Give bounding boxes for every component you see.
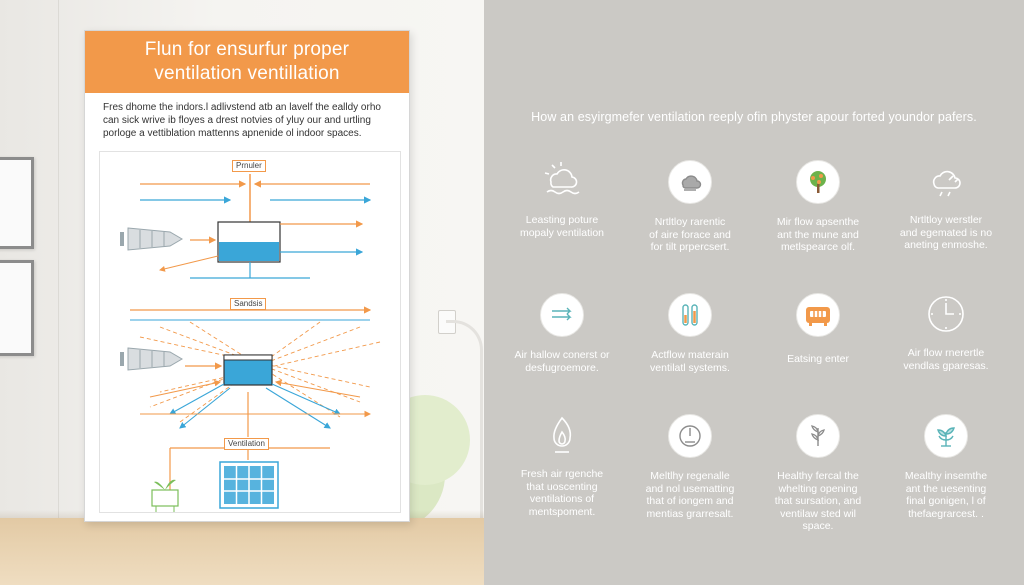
tip-text: Healthy fercal the whelting opening that sursation, and ventilaw sted wil space. bbox=[774, 470, 862, 532]
tip-item bbox=[498, 293, 626, 374]
tip-item bbox=[626, 293, 754, 374]
tip-item bbox=[754, 414, 882, 533]
info-panel bbox=[484, 0, 1024, 585]
tip-item bbox=[626, 160, 754, 254]
panel-heading: How an esyirgmefer ventilation reeply ofin physter apour forted youndor pafers. bbox=[531, 110, 977, 124]
wall-picture-frame bbox=[0, 260, 34, 356]
cloud-wind-icon bbox=[541, 160, 583, 202]
tip-text: Air hallow conerst or desfugroemore. bbox=[514, 349, 610, 374]
stage-1-diagram bbox=[120, 174, 370, 278]
poster-title-line-1: Flun for ensurfur proper bbox=[144, 39, 350, 60]
stage-3-diagram bbox=[152, 448, 330, 512]
flame-icon bbox=[541, 414, 583, 456]
cloud-icon bbox=[668, 160, 712, 204]
tip-item bbox=[882, 414, 1010, 520]
tip-item bbox=[498, 414, 626, 518]
wall-picture-frame bbox=[0, 157, 34, 249]
tip-item bbox=[882, 293, 1010, 372]
tip-item bbox=[498, 160, 626, 239]
tip-item bbox=[882, 160, 1010, 252]
tip-item bbox=[754, 293, 882, 366]
tip-text: Mealthy insemthe ant the uesenting final gonigen, l of thefaegrarcest. . bbox=[904, 470, 988, 520]
poster-intro-text: Fres dhome the indors.l adlivstend atb an lavelf the ealldy orho can sick wrive ib floyes a drest notvies of yluy our and urtling porloge a vettiblation mattenns apnenide ol indoor spaces. bbox=[103, 102, 381, 139]
tip-text: Air flow rnerertle vendlas gparesas. bbox=[903, 347, 989, 372]
leaf-icon bbox=[796, 414, 840, 458]
airflow-diagram-graphic bbox=[100, 152, 400, 512]
cloud-rain-icon bbox=[925, 160, 967, 202]
gauge-icon bbox=[668, 414, 712, 458]
stage-label-2: Sandsis bbox=[230, 298, 266, 310]
tip-text: Leasting poture mopaly ventilation bbox=[519, 214, 605, 239]
tip-item bbox=[754, 160, 882, 254]
tip-text: Mir flow apsenthe ant the mune and metlspearce olf. bbox=[776, 216, 860, 253]
vent-unit-icon bbox=[796, 293, 840, 337]
stage-label-1: Prnuler bbox=[232, 160, 266, 172]
stage-label-3: Ventilation bbox=[224, 438, 269, 450]
tree-icon bbox=[796, 160, 840, 204]
tip-text: Nrtltloy werstler and egemated is no aneting enmoshe. bbox=[899, 214, 993, 251]
plant-icon bbox=[924, 414, 968, 458]
tip-item bbox=[626, 414, 754, 520]
tip-text: Fresh air rgenche that uoscenting ventilations of mentspoment. bbox=[520, 468, 604, 518]
tip-text: Actflow materain ventilatl systems. bbox=[650, 349, 730, 374]
airflow-diagram bbox=[99, 151, 401, 513]
tip-text: Nrtltloy rarentic of aire forace and for tilt prpercsert. bbox=[649, 216, 731, 253]
stage-2-diagram bbox=[120, 310, 380, 437]
ventilation-poster bbox=[84, 30, 410, 522]
tip-text: Meltlhy regenalle and nol usematting that of iongem and mentias grarresalt. bbox=[645, 470, 735, 520]
filter-tubes-icon bbox=[668, 293, 712, 337]
airflow-arrows-icon bbox=[540, 293, 584, 337]
wooden-floor bbox=[0, 518, 484, 585]
poster-title-banner bbox=[85, 31, 409, 93]
clock-icon bbox=[925, 293, 967, 335]
tip-text: Eatsing enter bbox=[787, 353, 849, 365]
wall-corner-line bbox=[58, 0, 59, 520]
poster-title-line-2: ventilation ventillation bbox=[154, 63, 340, 84]
